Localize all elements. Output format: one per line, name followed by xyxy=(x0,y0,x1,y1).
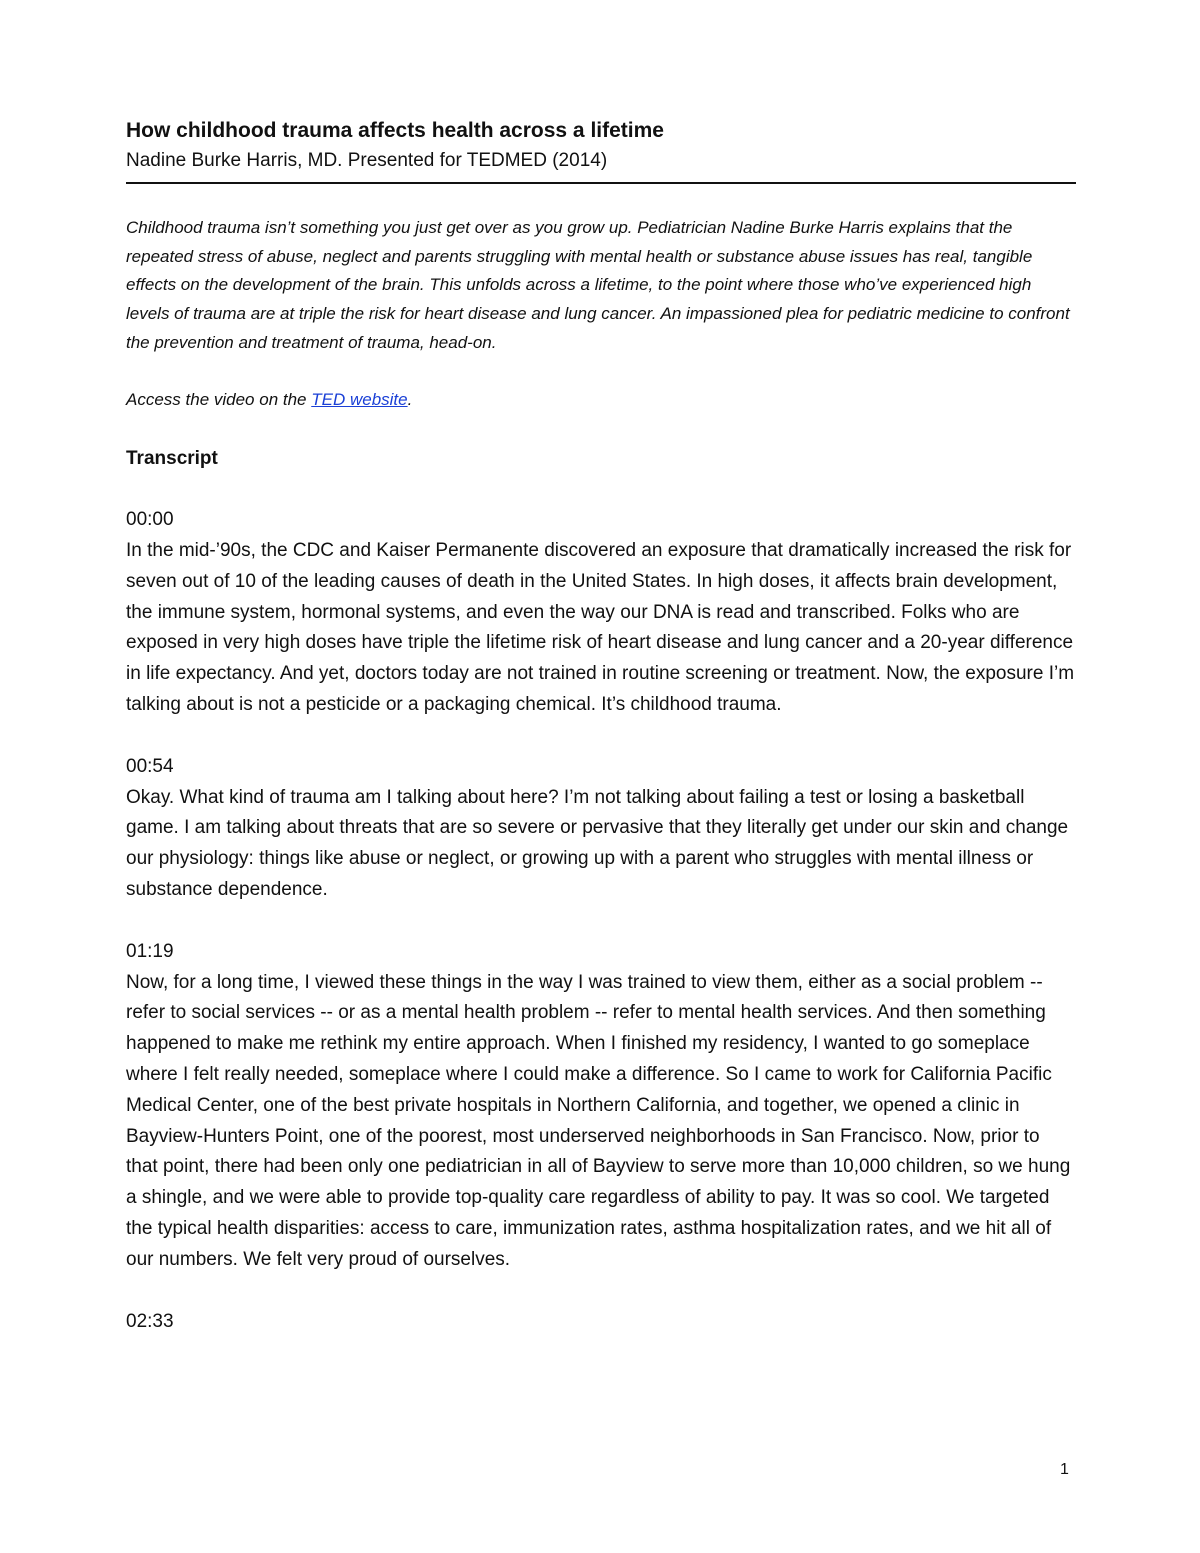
transcript-segment xyxy=(126,505,1076,721)
transcript-segment xyxy=(126,1307,1076,1338)
transcript-heading: Transcript xyxy=(126,448,218,470)
access-suffix: . xyxy=(407,389,413,409)
transcript-paragraph: In the mid-’90s, the CDC and Kaiser Permanente discovered an exposure that dramatically increased the risk for seven out of 10 of the leading causes of death in the United States. In high doses, it affects brain development, the immune system, hormonal systems, and even the way our DNA is read and transcribed. Folks who are exposed in very high doses have triple the lifetime risk of heart disease and lung cancer and a 20-year difference in life expectancy. And yet, doctors today are not trained in routine screening or treatment. Now, the exposure I’m talking about is not a pesticide or a packaging chemical. It’s childhood trauma. xyxy=(126,540,1075,715)
timestamp: 00:54 xyxy=(126,755,174,777)
document-body xyxy=(126,214,1076,1337)
timestamp: 00:00 xyxy=(126,509,174,531)
transcript-paragraph: Now, for a long time, I viewed these things in the way I was trained to view them, either as a social problem -- refer to social services -- or as a mental health problem -- refer to mental health services. And then something happened to make me rethink my entire approach. When I finished my residency, I wanted to go someplace where I felt really needed, someplace where I could make a difference. So I came to work for California Pacific Medical Center, one of the best private hospitals in Northern California, and together, we opened a clinic in Bayview-Hunters Point, one of the poorest, most underserved neighborhoods in San Francisco. Now, prior to that point, there had been only one pediatrician in all of Bayview to serve more than 10,000 children, so we hung a shingle, and we were able to provide top-quality care regardless of ability to pay. It was so cool. We targeted the typical health disparities: access to care, immunization rates, asthma hospitalization rates, and we hit all of our numbers. We felt very proud of ourselves. xyxy=(126,971,1071,1270)
transcript-paragraph: Okay. What kind of trauma am I talking about here? I’m not talking about failing a test or losing a basketball game. I am talking about threats that are so severe or pervasive that they literally get under our skin and change our physiology: things like abuse or neglect, or growing up with a parent who struggles with mental illness or substance dependence. xyxy=(126,786,1069,900)
ted-website-link[interactable]: TED website xyxy=(311,389,408,409)
access-line xyxy=(126,386,1076,415)
page-title: How childhood trauma affects health across a lifetime xyxy=(126,119,664,142)
timestamp: 02:33 xyxy=(126,1310,174,1332)
abstract: Childhood trauma isn’t something you just get over as you grow up. Pediatrician Nadine Burke Harris explains that the repeated stress of abuse, neglect and parents struggling with mental health or substance abuse issues has real, tangible effects on the development of the brain. This unfolds across a lifetime, to the point where those who’ve experienced high levels of trauma are at triple the risk for heart disease and lung cancer. An impassioned plea for pediatric medicine to confront the prevention and treatment of trauma, head-on. xyxy=(126,218,1070,352)
document-header xyxy=(126,116,1076,184)
page-number: 1 xyxy=(1060,1461,1069,1478)
timestamp: 01:19 xyxy=(126,940,174,962)
transcript-segment xyxy=(126,752,1076,906)
access-prefix: Access the video on the xyxy=(126,389,312,409)
byline: Nadine Burke Harris, MD. Presented for TEDMED (2014) xyxy=(126,150,608,171)
transcript-segment xyxy=(126,937,1076,1276)
header-divider xyxy=(126,182,1076,184)
